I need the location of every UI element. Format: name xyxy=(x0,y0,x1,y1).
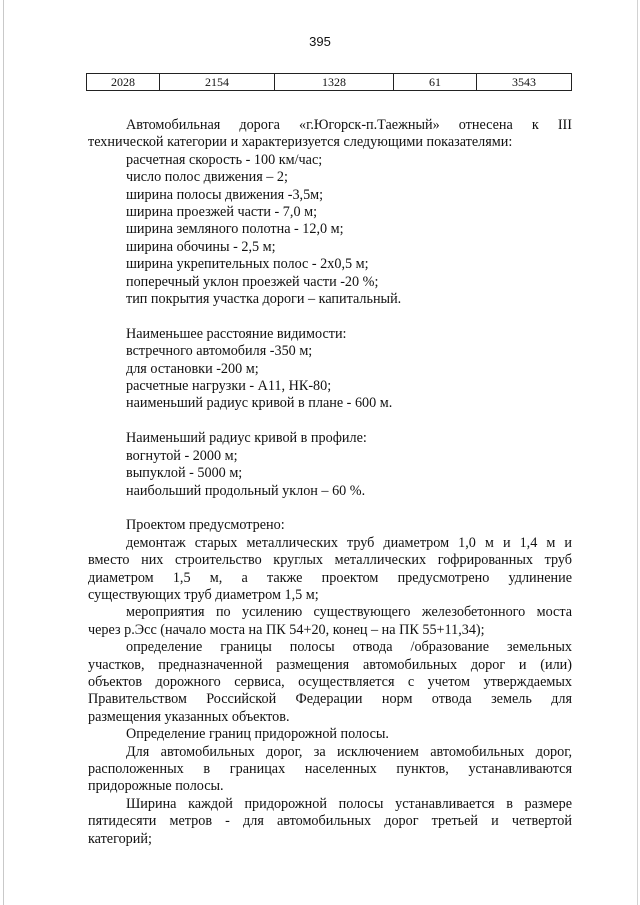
paragraph-line: участков, предназначенной размещения автомобильных дорог и (или) xyxy=(88,656,572,673)
list-item: встречного автомобиля -350 м; xyxy=(126,343,313,360)
paragraph-line: Определение границ придорожной полосы. xyxy=(126,726,389,743)
table-cell: 3543 xyxy=(477,74,572,91)
list-item: ширина укрепительных полос - 2х0,5 м; xyxy=(126,256,369,273)
list-item: ширина проезжей части - 7,0 м; xyxy=(126,204,318,221)
paragraph-line: Правительством Российской Федерации норм отвода земель для xyxy=(88,691,572,708)
table-cell: 1328 xyxy=(275,74,394,91)
paragraph-line: Ширина каждой придорожной полосы устанавливается в размере xyxy=(126,795,572,812)
paragraph-line: существующих труб диаметром 1,5 м; xyxy=(88,586,319,603)
paragraph-line: категорий; xyxy=(88,830,152,847)
paragraph-line: размещения указанных объектов. xyxy=(88,708,290,725)
scan-edge-right xyxy=(637,0,638,905)
table-row xyxy=(87,74,572,91)
list-item: для остановки -200 м; xyxy=(126,360,259,377)
list-item: вогнутой - 2000 м; xyxy=(126,447,238,464)
paragraph-line: диаметром 1,5 м, а также проектом предусмотрено удлинение xyxy=(88,569,572,586)
paragraph-line: объектов дорожного сервиса, осуществляется с учетом утверждаемых xyxy=(88,673,572,690)
scan-edge-left xyxy=(3,0,4,905)
section-heading: Проектом предусмотрено: xyxy=(126,517,285,534)
section-heading: Наименьшее расстояние видимости: xyxy=(126,325,347,342)
document-body xyxy=(88,117,572,848)
paragraph-line: пятидесяти метров - для автомобильных дорог третьей и четвертой xyxy=(88,813,572,830)
table-cell: 61 xyxy=(394,74,477,91)
paragraph-line: мероприятия по усилению существующего железобетонного моста xyxy=(126,604,572,621)
paragraph-line: демонтаж старых металлических труб диаметром 1,0 м и 1,4 м и xyxy=(126,534,572,551)
intro-line: технической категории и характеризуется следующими показателями: xyxy=(88,134,513,151)
list-item: наибольший продольный уклон – 60 %. xyxy=(126,482,366,499)
list-item: тип покрытия участка дороги – капитальный. xyxy=(126,291,402,308)
paragraph-line: Для автомобильных дорог, за исключением автомобильных дорог, xyxy=(126,743,572,760)
paragraph-line: придорожные полосы. xyxy=(88,778,224,795)
paragraph-line: вместо них строительство круглых металлических гофрированных труб xyxy=(88,552,572,569)
page-number: 395 xyxy=(309,34,331,49)
list-item: расчетные нагрузки - А11, НК-80; xyxy=(126,378,332,395)
paragraph-line: через р.Эсс (начало моста на ПК 54+20, конец – на ПК 55+11,34); xyxy=(88,621,485,638)
list-item: ширина полосы движения -3,5м; xyxy=(126,186,324,203)
data-table xyxy=(86,73,572,91)
list-item: расчетная скорость - 100 км/час; xyxy=(126,151,323,168)
section-heading: Наименьший радиус кривой в профиле: xyxy=(126,430,367,447)
list-item: наименьший радиус кривой в плане - 600 м. xyxy=(126,395,393,412)
list-item: выпуклой - 5000 м; xyxy=(126,465,243,482)
list-item: ширина земляного полотна - 12,0 м; xyxy=(126,221,344,238)
list-item: число полос движения – 2; xyxy=(126,169,288,186)
table-cell: 2028 xyxy=(87,74,160,91)
paragraph-line: расположенных в границах населенных пунктов, устанавливаются xyxy=(88,760,572,777)
list-item: ширина обочины - 2,5 м; xyxy=(126,238,276,255)
list-item: поперечный уклон проезжей части -20 %; xyxy=(126,273,379,290)
table-cell: 2154 xyxy=(160,74,275,91)
intro-line: Автомобильная дорога «г.Югорск-п.Таежный» отнесена к III xyxy=(126,117,572,133)
paragraph-line: определение границы полосы отвода /образование земельных xyxy=(126,639,572,656)
